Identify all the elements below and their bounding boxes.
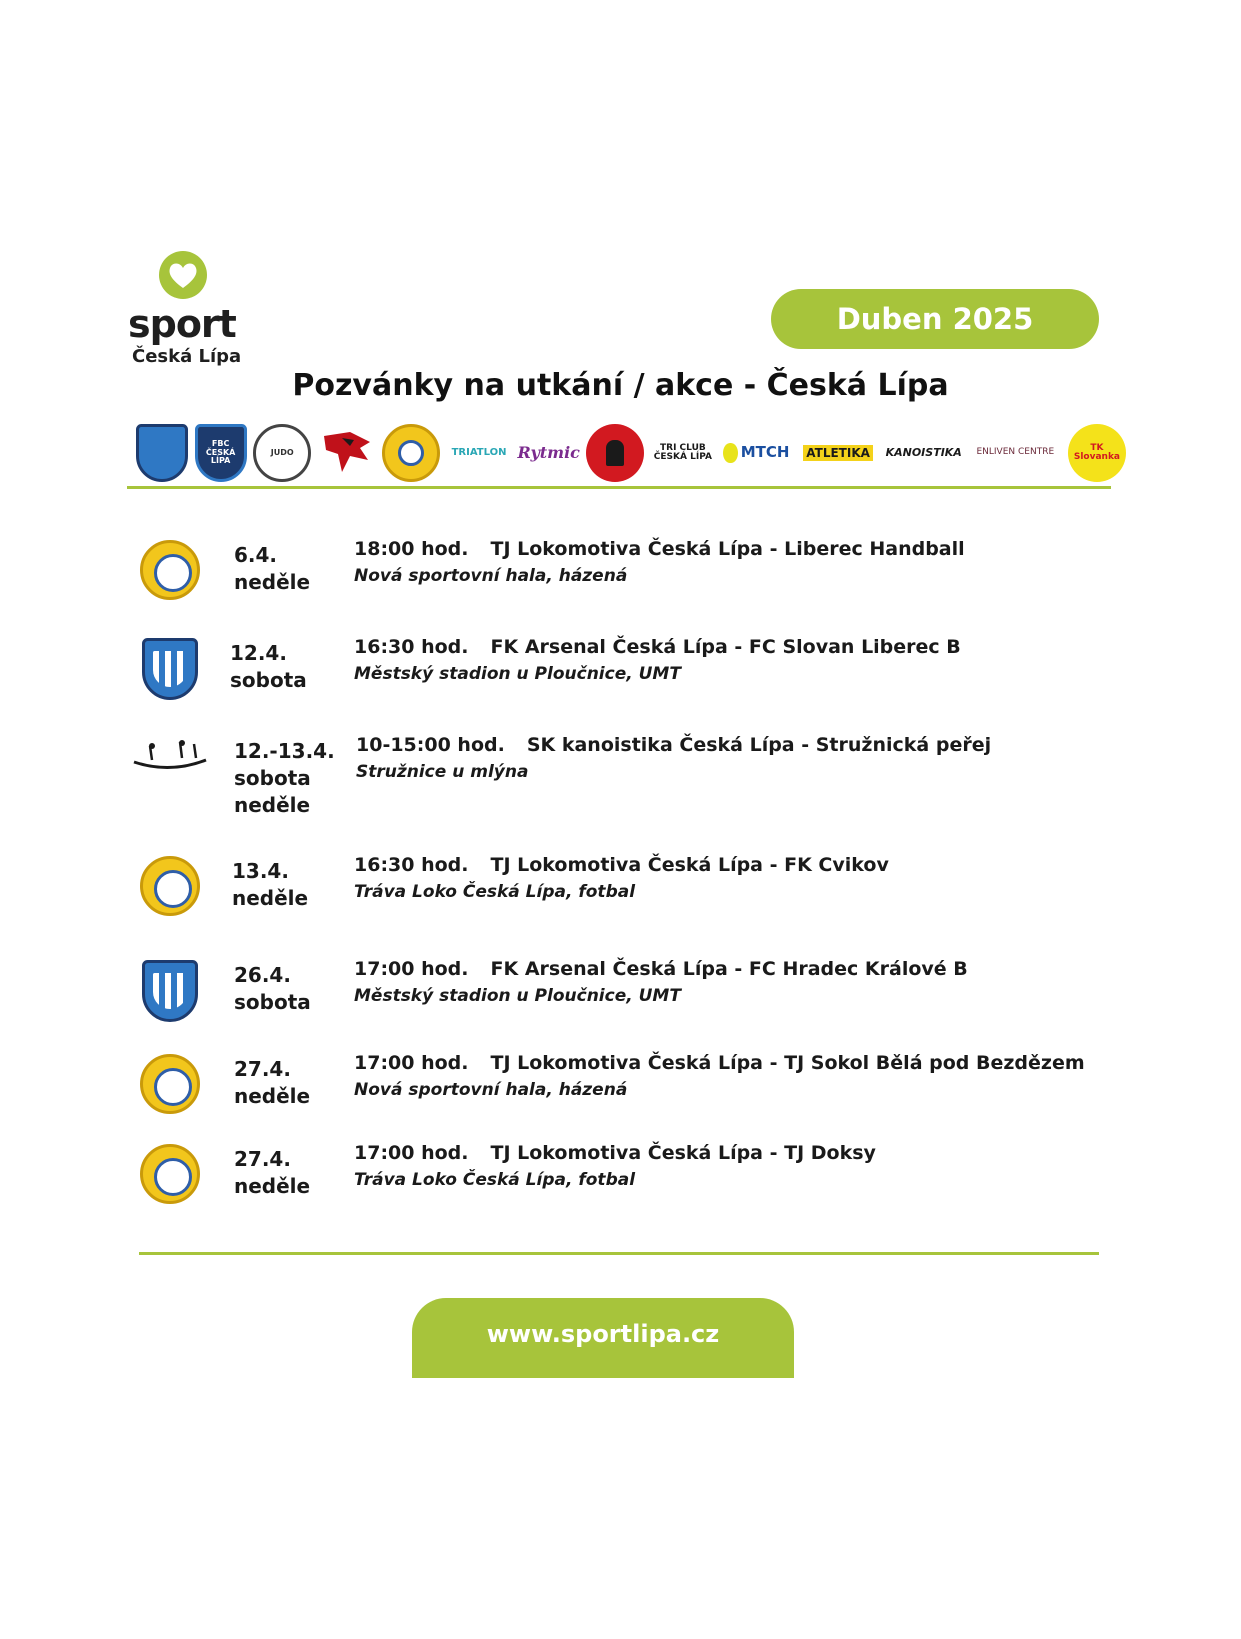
karate-icon (586, 424, 644, 482)
bottom-divider (139, 1252, 1099, 1255)
logo-subtitle: Česká Lípa (132, 346, 242, 367)
triclub-icon (651, 424, 715, 482)
lokomotiva-icon (140, 1054, 200, 1114)
rytmic-icon (518, 424, 580, 482)
event-date: 6.4. neděle (234, 543, 311, 594)
event-title (354, 636, 961, 658)
event-venue: Nová sportovní hala, házená (354, 1080, 628, 1100)
event-date: 26.4. sobota (234, 963, 311, 1014)
lokomotiva-icon (140, 540, 200, 600)
club-label: MTCH (740, 443, 790, 462)
event-title (354, 854, 889, 876)
arsenal-shield-icon (142, 960, 198, 1022)
event-title (354, 538, 965, 560)
eagle-icon (318, 424, 376, 482)
event-title (354, 958, 968, 980)
event-time: 18:00 hod. (354, 538, 469, 560)
kanoistika-icon (130, 738, 210, 778)
website-link[interactable]: www.sportlipa.cz (412, 1298, 794, 1378)
event-time: 17:00 hod. (354, 1142, 469, 1164)
event-venue: Tráva Loko Česká Lípa, fotbal (354, 1170, 636, 1190)
event-match: TJ Lokomotiva Česká Lípa - FK Cvikov (490, 854, 889, 876)
club-label: Rytmic (517, 442, 580, 462)
event-title (354, 1142, 876, 1164)
event-venue: Městský stadion u Ploučnice, UMT (354, 986, 681, 1006)
event-venue: Městský stadion u Ploučnice, UMT (354, 664, 681, 684)
lokomotiva-icon (382, 424, 440, 482)
event-match: FK Arsenal Česká Lípa - FC Slovan Liberec B (490, 636, 961, 658)
heart-icon (158, 250, 208, 300)
tk-slovanka-icon (1068, 424, 1126, 482)
club-label: ENLIVEN CENTRE (976, 447, 1055, 458)
event-venue: Stružnice u mlýna (356, 762, 529, 782)
event-title (354, 1052, 1085, 1074)
month-badge: Duben 2025 (771, 289, 1099, 349)
club-label: ATLETIKA (803, 445, 873, 462)
logo-word: sport (128, 302, 236, 346)
club-label: JUDO (270, 447, 294, 457)
lokomotiva-icon (140, 1144, 200, 1204)
kanoistika-icon (885, 424, 963, 482)
event-time: 10-15:00 hod. (356, 734, 505, 756)
lokomotiva-icon (140, 856, 200, 916)
fbc-shield-icon (195, 424, 247, 482)
event-time: 17:00 hod. (354, 1052, 469, 1074)
event-date: 13.4. neděle (232, 859, 309, 910)
event-match: TJ Lokomotiva Česká Lípa - Liberec Handball (490, 538, 965, 560)
event-time: 17:00 hod. (354, 958, 469, 980)
event-time: 16:30 hod. (354, 636, 469, 658)
club-label: KANOISTIKA (885, 446, 962, 460)
event-date: 12.-13.4. sobota neděle (234, 739, 335, 817)
enliven-icon (969, 424, 1061, 482)
club-label: TK Slovanka (1073, 442, 1120, 462)
atletika-icon (798, 424, 878, 482)
event-match: TJ Lokomotiva Česká Lípa - TJ Doksy (490, 1142, 876, 1164)
sport-ceska-lipa-logo (128, 250, 242, 370)
club-label: TRIATLON (451, 446, 507, 458)
top-divider (127, 486, 1111, 489)
event-date: 12.4. sobota (230, 641, 307, 692)
club-label: TRI CLUB ČESKÁ LÍPA (653, 442, 712, 462)
club-label: FBC ČESKÁ LÍPA (205, 439, 236, 466)
event-match: TJ Lokomotiva Česká Lípa - TJ Sokol Bělá pod Bezdězem (490, 1052, 1085, 1074)
event-match: FK Arsenal Česká Lípa - FC Hradec Králové B (490, 958, 968, 980)
triatlon-icon (447, 424, 511, 482)
page-title: Pozvánky na utkání / akce - Česká Lípa (292, 368, 949, 403)
event-time: 16:30 hod. (354, 854, 469, 876)
event-match: SK kanoistika Česká Lípa - Stružnická peřej (526, 734, 992, 756)
club-logo-strip (136, 420, 1126, 486)
arsenal-shield-icon (136, 424, 188, 482)
judo-icon (253, 424, 311, 482)
event-date: 27.4. neděle (234, 1147, 311, 1198)
arsenal-shield-icon (142, 638, 198, 700)
mtch-icon (721, 424, 791, 482)
event-venue: Nová sportovní hala, házená (354, 566, 628, 586)
event-date: 27.4. neděle (234, 1057, 311, 1108)
event-venue: Tráva Loko Česká Lípa, fotbal (354, 882, 636, 902)
event-title (356, 734, 991, 756)
